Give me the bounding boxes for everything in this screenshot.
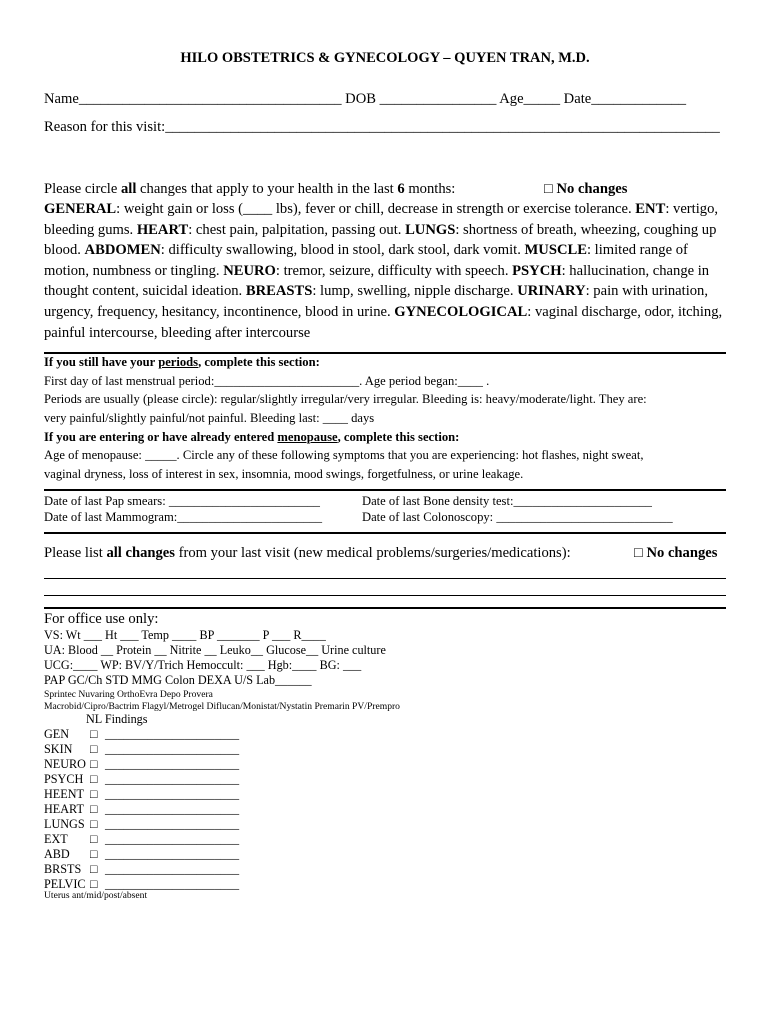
exam-row-label: LUNGS bbox=[44, 817, 85, 831]
exam-finding-line[interactable]: ______________________ bbox=[105, 862, 240, 876]
exam-normal-checkbox[interactable]: □ bbox=[90, 787, 98, 801]
symptom-text[interactable]: : difficulty swallowing, blood in stool, dark stool, dark vomit. bbox=[160, 242, 525, 259]
exam-finding-line[interactable]: ______________________ bbox=[105, 847, 240, 861]
exam-normal-checkbox[interactable]: □ bbox=[90, 757, 98, 771]
menopause-age-line[interactable]: Age of menopause: _____. Circle any of these following symptoms that you are experiencing: hot flashes, night sweat, bbox=[44, 448, 644, 462]
symptom-text[interactable]: : pain with urination, urgency, frequency, hesitancy, incontinence, blood in urine. bbox=[44, 283, 709, 320]
exam-finding-line[interactable]: ______________________ bbox=[105, 742, 240, 756]
symptom-category: MUSCLE bbox=[524, 242, 587, 259]
periods-heading: If you still have your periods, complete this section: bbox=[44, 355, 320, 369]
symptom-text[interactable]: : lump, swelling, nipple discharge. bbox=[312, 283, 518, 300]
office-pap-line[interactable]: PAP GC/Ch STD MMG Colon DEXA U/S Lab______ bbox=[44, 673, 312, 687]
symptom-text[interactable]: : chest pain, palpitation, passing out. bbox=[188, 221, 406, 238]
exam-row-label: HEART bbox=[44, 802, 84, 816]
divider bbox=[44, 352, 726, 354]
lmp-line[interactable]: First day of last menstrual period:_______________________. Age period began:____ . bbox=[44, 374, 490, 388]
no-changes-checkbox[interactable]: □ No changes bbox=[544, 181, 628, 197]
divider bbox=[44, 532, 726, 534]
symptom-category: LUNGS bbox=[405, 221, 456, 238]
exam-row-label: PSYCH bbox=[44, 772, 84, 786]
exam-normal-checkbox[interactable]: □ bbox=[90, 847, 98, 861]
symptom-category: ABDOMEN bbox=[84, 242, 161, 259]
symptom-category: HEART bbox=[136, 221, 189, 238]
changes-write-line-2[interactable] bbox=[44, 595, 726, 596]
list-no-changes-checkbox[interactable]: □ No changes bbox=[634, 545, 718, 561]
symptoms-paragraph bbox=[44, 199, 728, 343]
exam-finding-line[interactable]: ______________________ bbox=[105, 832, 240, 846]
office-meds-line-2[interactable]: Macrobid/Cipro/Bactrim Flagyl/Metrogel Diflucan/Monistat/Nystatin Premarin PV/Prempro bbox=[44, 701, 400, 712]
exam-finding-line[interactable]: ______________________ bbox=[105, 787, 240, 801]
nl-findings-header: NL Findings bbox=[86, 712, 148, 726]
office-ucg-line[interactable]: UCG:____ WP: BV/Y/Trich Hemoccult: ___ Hgb:____ BG: ___ bbox=[44, 658, 362, 672]
office-use-heading: For office use only: bbox=[44, 611, 159, 627]
exam-row-label: ABD bbox=[44, 847, 70, 861]
exam-finding-line[interactable]: ______________________ bbox=[105, 757, 240, 771]
exam-normal-checkbox[interactable]: □ bbox=[90, 772, 98, 786]
symptom-text[interactable]: : hallucination, change in thought content, suicidal ideation. bbox=[44, 262, 710, 300]
exam-row-label: HEENT bbox=[44, 787, 84, 801]
exam-normal-checkbox[interactable]: □ bbox=[90, 817, 98, 831]
menopause-heading: If you are entering or have already entered menopause, complete this section: bbox=[44, 430, 460, 444]
list-changes-prompt: Please list all changes from your last visit (new medical problems/surgeries/medications): bbox=[44, 545, 571, 561]
exam-normal-checkbox[interactable]: □ bbox=[90, 742, 98, 756]
exam-finding-line[interactable]: ______________________ bbox=[105, 727, 240, 741]
exam-row-label: EXT bbox=[44, 832, 68, 846]
changes-write-line-1[interactable] bbox=[44, 578, 726, 579]
symptom-category: PSYCH bbox=[512, 262, 562, 279]
symptom-text[interactable]: : shortness of breath, wheezing, coughing up blood. bbox=[44, 221, 717, 259]
symptom-category: GENERAL bbox=[44, 201, 117, 217]
form-title: HILO OBSTETRICS & GYNECOLOGY – QUYEN TRAN, M.D. bbox=[180, 50, 590, 66]
symptom-category: ENT bbox=[635, 201, 666, 217]
changes-prompt: Please circle all changes that apply to your health in the last 6 months: bbox=[44, 181, 456, 197]
office-meds-line-1[interactable]: Sprintec Nuvaring OrthoEvra Depo Provera bbox=[44, 689, 213, 700]
symptom-text[interactable]: : bbox=[665, 201, 670, 217]
exam-normal-checkbox[interactable]: □ bbox=[90, 727, 98, 741]
colonoscopy-date[interactable]: Date of last Colonoscopy: ____________________________ bbox=[362, 510, 673, 524]
exam-row-label: GEN bbox=[44, 727, 70, 741]
exam-finding-line[interactable]: ______________________ bbox=[105, 802, 240, 816]
exam-finding-line[interactable]: ______________________ bbox=[105, 817, 240, 831]
exam-row-label: NEURO bbox=[44, 757, 86, 771]
symptom-category: BREASTS bbox=[245, 283, 313, 300]
mammogram-date[interactable]: Date of last Mammogram:_______________________ bbox=[44, 510, 323, 524]
exam-normal-checkbox[interactable]: □ bbox=[90, 802, 98, 816]
periods-usually-line[interactable]: Periods are usually (please circle): regular/slightly irregular/very irregular. Bleeding is: heavy/moderate/light. They are: bbox=[44, 392, 647, 406]
exam-row-label: SKIN bbox=[44, 742, 73, 756]
pap-smear-date[interactable]: Date of last Pap smears: ________________________ bbox=[44, 494, 320, 508]
menopause-symptoms-line[interactable]: vaginal dryness, loss of interest in sex, insomnia, mood swings, forgetfulness, or urine leakage. bbox=[44, 467, 524, 481]
symptom-text[interactable]: : weight gain or loss (____ lbs), fever or chill, decrease in strength or exercise tolerance. bbox=[116, 201, 636, 217]
exam-finding-line[interactable]: ______________________ bbox=[105, 877, 240, 891]
reason-for-visit-line[interactable]: Reason for this visit:____________________________________________________________________________ bbox=[44, 119, 720, 135]
exam-row-label: PELVIC bbox=[44, 877, 86, 891]
exam-normal-checkbox[interactable]: □ bbox=[90, 832, 98, 846]
name-dob-age-date-line[interactable]: Name____________________________________ DOB ________________ Age_____ Date_____________ bbox=[44, 91, 687, 107]
symptom-text[interactable]: : tremor, seizure, difficulty with speech. bbox=[275, 262, 513, 279]
bone-density-date[interactable]: Date of last Bone density test:______________________ bbox=[362, 494, 652, 508]
office-ua-line[interactable]: UA: Blood __ Protein __ Nitrite __ Leuko__ Glucose__ Urine culture bbox=[44, 643, 386, 657]
exam-normal-checkbox[interactable]: □ bbox=[90, 862, 98, 876]
exam-row-label: BRSTS bbox=[44, 862, 82, 876]
symptom-text[interactable]: vertigo, bleeding gums. bbox=[44, 201, 719, 238]
symptom-category: URINARY bbox=[517, 283, 586, 300]
exam-normal-checkbox[interactable]: □ bbox=[90, 877, 98, 891]
symptom-text[interactable]: : vaginal discharge, odor, itching, painful intercourse, bleeding after intercourse bbox=[44, 303, 723, 341]
symptom-category: GYNECOLOGICAL bbox=[394, 303, 528, 320]
divider bbox=[44, 607, 726, 609]
periods-pain-line[interactable]: very painful/slightly painful/not painful. Bleeding last: ____ days bbox=[44, 411, 375, 425]
exam-finding-line[interactable]: ______________________ bbox=[105, 772, 240, 786]
divider bbox=[44, 489, 726, 491]
symptom-category: NEURO bbox=[223, 262, 276, 279]
uterus-position-line[interactable]: Uterus ant/mid/post/absent bbox=[44, 890, 148, 901]
office-vitals-line[interactable]: VS: Wt ___ Ht ___ Temp ____ BP _______ P ___ R____ bbox=[44, 628, 326, 642]
symptom-text[interactable]: : limited range of motion, numbness or tingling. bbox=[44, 242, 688, 279]
